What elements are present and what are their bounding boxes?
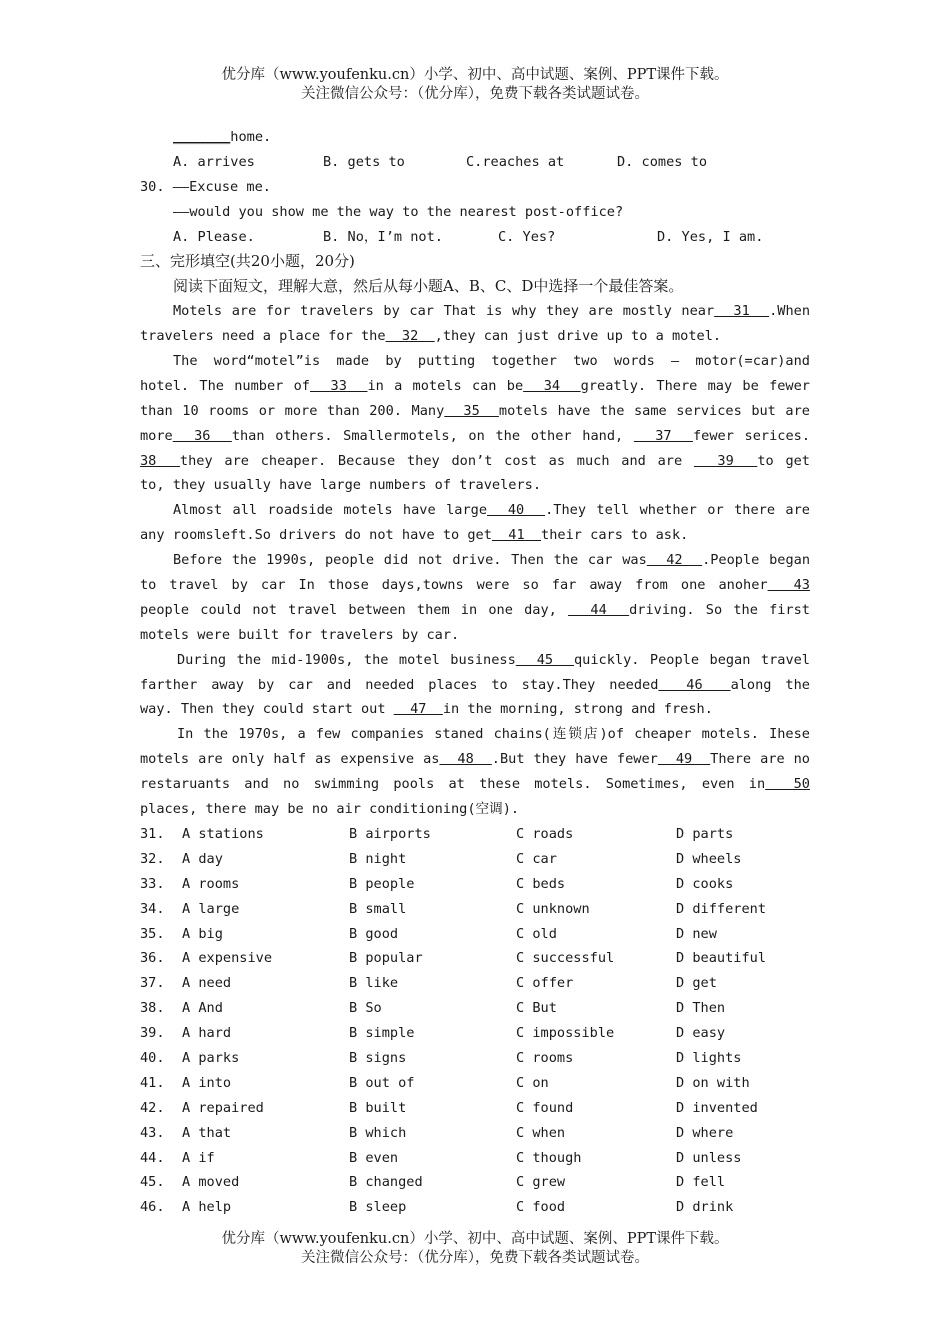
answer-row — [140, 897, 810, 922]
option-c: C on — [516, 1074, 549, 1091]
q30-option-c: C. Yes? — [498, 228, 556, 245]
question-number: 34. — [140, 900, 165, 917]
answer-row — [140, 1146, 810, 1171]
option-b: B even — [349, 1149, 399, 1166]
q30-options — [140, 225, 810, 250]
option-d: D where — [676, 1124, 734, 1141]
answer-row — [140, 822, 810, 847]
option-d: D new — [676, 925, 717, 942]
option-b: B built — [349, 1099, 407, 1116]
option-b: B changed — [349, 1174, 423, 1191]
option-b: B simple — [349, 1025, 415, 1042]
question-number: 41. — [140, 1074, 165, 1091]
answer-row — [140, 971, 810, 996]
question-number: 43. — [140, 1124, 165, 1141]
passage-line: In the 1970s, a few companies staned chains(连锁店)of cheaper motels. Ihese — [177, 726, 810, 743]
footer-line-2: 关注微信公众号：（优分库），免费下载各类试题试卷。 — [301, 1250, 649, 1266]
option-a: A hard — [182, 1025, 232, 1042]
question-number: 38. — [140, 1000, 165, 1017]
answer-row — [140, 922, 810, 947]
answer-row — [140, 872, 810, 897]
answer-row — [140, 1021, 810, 1046]
option-a: A rooms — [182, 875, 240, 892]
option-a: A day — [182, 850, 223, 867]
passage-line: more 36 than others. Smallermotels, on the other hand, 37 fewer serices. — [140, 427, 810, 444]
question-number: 46. — [140, 1199, 165, 1216]
option-c: C car — [516, 850, 557, 867]
question-number: 36. — [140, 950, 165, 967]
header-line-1: 优分库（www.youfenku.cn）小学、初中、高中试题、案例、PPT课件下载。 — [221, 67, 729, 83]
option-b: B good — [349, 925, 399, 942]
passage-line: During the mid-1900s, the motel business 45 quickly. People began travel — [177, 651, 810, 668]
passage-line: motels were built for travelers by car. — [140, 626, 460, 643]
option-b: B sleep — [349, 1199, 407, 1216]
option-c: C offer — [516, 975, 574, 992]
passage-line: farther away by car and needed places to stay.They needed 46 along the — [140, 676, 810, 693]
q30-line-2: ——would you show me the way to the nearest post-office? — [173, 203, 624, 220]
passage-line: motels are only half as expensive as 48 .But they have fewer 49 There are no — [140, 751, 810, 768]
q29-option-b: B. gets to — [323, 153, 405, 170]
option-c: C grew — [516, 1174, 566, 1191]
page-footer — [0, 1230, 950, 1268]
q30-line-1: 30. ——Excuse me. — [140, 178, 271, 195]
option-d: D fell — [676, 1174, 726, 1191]
option-d: D cooks — [676, 875, 734, 892]
option-c: C But — [516, 1000, 557, 1017]
option-a: A moved — [182, 1174, 240, 1191]
option-c: C successful — [516, 950, 615, 967]
option-c: C food — [516, 1199, 566, 1216]
option-a: A big — [182, 925, 223, 942]
option-c: C when — [516, 1124, 566, 1141]
option-d: D parts — [676, 825, 734, 842]
option-b: B airports — [349, 825, 431, 842]
passage-line: any roomsleft.So drivers do not have to get 41 their cars to ask. — [140, 527, 689, 544]
passage-line: travelers need a place for the 32 ,they can just drive up to a motel. — [140, 328, 722, 345]
passage-line: Almost all roadside motels have large 40 .They tell whether or there are — [173, 502, 810, 519]
question-number: 32. — [140, 850, 165, 867]
answer-row — [140, 996, 810, 1021]
q30-option-b: B. No，I’m not. — [323, 228, 443, 245]
passage-line: 38 they are cheaper. Because they don’t cost as much and are 39 to get — [140, 452, 810, 469]
answer-row — [140, 1170, 810, 1195]
answer-row — [140, 946, 810, 971]
option-a: A that — [182, 1124, 232, 1141]
option-a: A into — [182, 1074, 232, 1091]
q29-option-c: C.reaches at — [466, 153, 565, 170]
answer-row — [140, 1195, 810, 1220]
passage-line: to, they usually have large numbers of travelers. — [140, 477, 542, 494]
option-a: A large — [182, 900, 240, 917]
passage-line: than 10 rooms or more than 200. Many 35 motels have the same services but are — [140, 402, 810, 419]
option-d: D drink — [676, 1199, 734, 1216]
section-3-instruction: 阅读下面短文，理解大意，然后从每小题A、B、C、D中选择一个最佳答案。 — [173, 277, 684, 296]
page-header — [0, 66, 950, 104]
option-d: D beautiful — [676, 950, 767, 967]
q29-blank: _______ — [173, 129, 231, 145]
option-c: C beds — [516, 875, 566, 892]
option-b: B small — [349, 900, 407, 917]
question-number: 45. — [140, 1174, 165, 1191]
option-c: C unknown — [516, 900, 590, 917]
option-d: D get — [676, 975, 717, 992]
option-d: D on with — [676, 1074, 750, 1091]
option-b: B people — [349, 875, 415, 892]
passage-line: Motels are for travelers by car That is why they are mostly near 31 .When — [173, 303, 810, 320]
answer-row — [140, 1071, 810, 1096]
option-b: B So — [349, 1000, 382, 1017]
option-c: C roads — [516, 825, 574, 842]
passage-line: people could not travel between them in one day, 44 driving. So the first — [140, 601, 810, 618]
question-number: 40. — [140, 1049, 165, 1066]
passage-line: restaruants and no swimming pools at these motels. Sometimes, even in 50 — [140, 776, 810, 793]
section-3-title: 三、完形填空(共20小题，20分) — [140, 252, 355, 271]
option-a: A repaired — [182, 1099, 264, 1116]
option-d: D easy — [676, 1025, 726, 1042]
answer-row — [140, 1046, 810, 1071]
question-number: 42. — [140, 1099, 165, 1116]
option-b: B which — [349, 1124, 407, 1141]
option-a: A stations — [182, 825, 264, 842]
question-number: 39. — [140, 1025, 165, 1042]
option-b: B night — [349, 850, 407, 867]
q29-tail — [140, 125, 810, 150]
option-d: D wheels — [676, 850, 742, 867]
answer-row — [140, 1096, 810, 1121]
q30-option-d: D. Yes, I am. — [657, 228, 764, 245]
passage-line: Before the 1990s, people did not drive. Then the car was 42 .People began — [173, 552, 810, 569]
q29-option-d: D. comes to — [617, 153, 708, 170]
option-d: D Then — [676, 1000, 726, 1017]
option-b: B out of — [349, 1074, 415, 1091]
option-c: C rooms — [516, 1049, 574, 1066]
option-a: A expensive — [182, 950, 273, 967]
answer-row — [140, 1121, 810, 1146]
option-c: C old — [516, 925, 557, 942]
option-a: A if — [182, 1149, 215, 1166]
answer-options-grid — [140, 822, 810, 1220]
footer-line-1: 优分库（www.youfenku.cn）小学、初中、高中试题、案例、PPT课件下载。 — [221, 1231, 729, 1247]
passage-line: places, there may be no air conditioning(空调). — [140, 801, 520, 818]
q29-tail-text: home. — [230, 129, 272, 145]
option-a: A parks — [182, 1049, 240, 1066]
option-a: A help — [182, 1199, 232, 1216]
option-b: B signs — [349, 1049, 407, 1066]
option-d: D unless — [676, 1149, 742, 1166]
option-c: C though — [516, 1149, 582, 1166]
q29-option-a: A. arrives — [173, 153, 255, 170]
option-d: D different — [676, 900, 767, 917]
option-b: B popular — [349, 950, 423, 967]
question-number: 33. — [140, 875, 165, 892]
header-line-2: 关注微信公众号：（优分库），免费下载各类试题试卷。 — [301, 86, 649, 102]
question-number: 44. — [140, 1149, 165, 1166]
option-d: D invented — [676, 1099, 758, 1116]
passage-line: way. Then they could start out 47 in the morning, strong and fresh. — [140, 701, 713, 718]
option-a: A need — [182, 975, 232, 992]
document-body — [140, 125, 810, 1220]
question-number: 35. — [140, 925, 165, 942]
passage-line: hotel. The number of 33 in a motels can be 34 greatly. There may be fewer — [140, 377, 810, 394]
q29-options — [140, 150, 810, 175]
option-b: B like — [349, 975, 399, 992]
answer-row — [140, 847, 810, 872]
question-number: 31. — [140, 825, 165, 842]
option-a: A And — [182, 1000, 223, 1017]
passage-line: to travel by car In those days,towns were so far away from one anoher 43 — [140, 577, 810, 594]
option-c: C found — [516, 1099, 574, 1116]
question-number: 37. — [140, 975, 165, 992]
q30-option-a: A. Please. — [173, 228, 255, 245]
option-d: D lights — [676, 1049, 742, 1066]
option-c: C impossible — [516, 1025, 615, 1042]
passage-line: The word“motel”is made by putting together two words — motor(=car)and — [173, 353, 810, 370]
